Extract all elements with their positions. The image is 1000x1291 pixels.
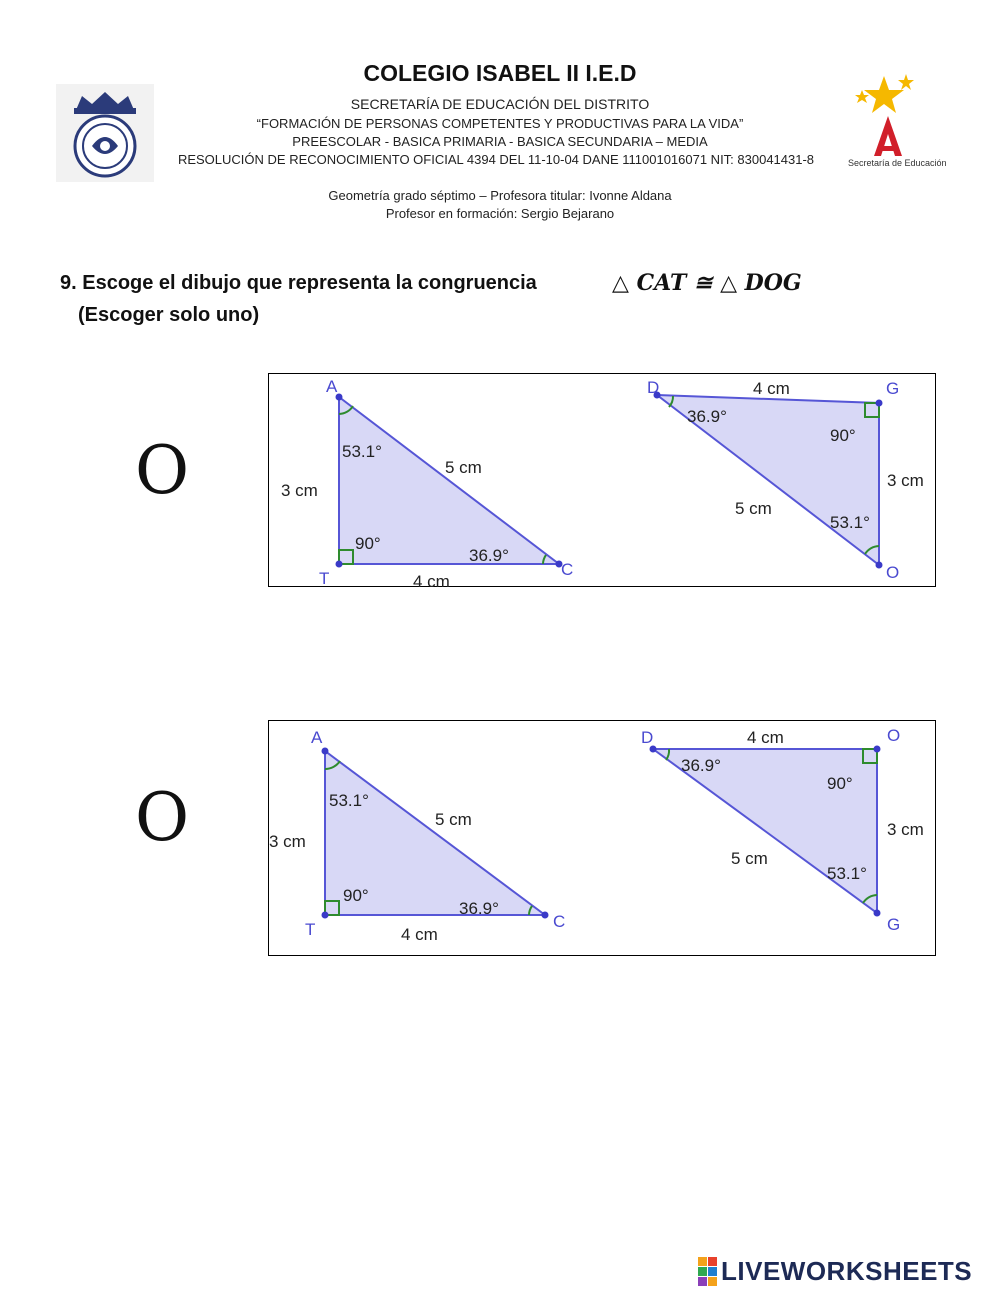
side-ta: 3 cm: [269, 832, 306, 851]
school-name: COLEGIO ISABEL II I.E.D: [363, 60, 637, 86]
side-ac: 5 cm: [435, 810, 472, 829]
angle-a-label: 53.1°: [342, 442, 382, 461]
header-course: Geometría grado séptimo – Profesora titular: Ivonne Aldana: [328, 188, 672, 203]
header-levels: PREESCOLAR - BASICA PRIMARIA - BASICA SECUNDARIA – MEDIA: [292, 134, 708, 149]
side-do: 4 cm: [747, 728, 784, 747]
angle-t-label: 90°: [343, 886, 369, 905]
liveworksheets-mark-icon: [698, 1257, 717, 1286]
secretaria-logo: [840, 70, 947, 174]
header-resolution: RESOLUCIÓN DE RECONOCIMIENTO OFICIAL 4394 DEL 11-10-04 DANE 111001016071 NIT: 830041431-8: [177, 152, 815, 167]
side-tc: 4 cm: [401, 925, 438, 944]
vertex-d: D: [647, 378, 660, 397]
vertex-point-t: [322, 912, 329, 919]
vertex-g: G: [887, 915, 901, 934]
option-1-figure: [268, 373, 936, 587]
question-instruction: (Escoger solo uno): [78, 304, 260, 326]
vertex-c: C: [561, 560, 574, 579]
vertex-point-o: [874, 746, 881, 753]
header-secretaria: SECRETARÍA DE EDUCACIÓN DEL DISTRITO: [350, 96, 650, 112]
option-2-radio[interactable]: O: [134, 779, 190, 856]
vertex-g: G: [886, 379, 900, 398]
secretaria-logo-caption: Secretaría de Educación: [848, 158, 947, 168]
liveworksheets-logo: [698, 1256, 972, 1286]
vertex-o: O: [887, 726, 901, 745]
vertex-t: T: [319, 569, 330, 588]
side-go: 3 cm: [887, 471, 924, 490]
vertex-point-g: [874, 910, 881, 917]
liveworksheets-brand: LIVEWORKSHEETS: [721, 1255, 973, 1286]
option-2-figure: [268, 720, 936, 956]
vertex-d: D: [641, 728, 654, 747]
vertex-point-c: [542, 912, 549, 919]
angle-a-label: 53.1°: [329, 791, 369, 810]
vertex-c: C: [553, 912, 566, 931]
side-og: 3 cm: [887, 820, 924, 839]
side-ta: 3 cm: [281, 481, 318, 500]
angle-o-label: 90°: [827, 774, 853, 793]
angle-c-label: 36.9°: [469, 546, 509, 565]
side-do: 5 cm: [735, 499, 772, 518]
header-teacher: Profesor en formación: Sergio Bejarano: [385, 206, 615, 221]
vertex-t: T: [305, 920, 316, 939]
angle-c-label: 36.9°: [459, 899, 499, 918]
vertex-point-t: [336, 561, 343, 568]
side-ac: 5 cm: [445, 458, 482, 477]
angle-o-label: 53.1°: [830, 513, 870, 532]
question-congruence: △ CAT ≅ △ DOG: [612, 270, 802, 296]
angle-d-label: 36.9°: [681, 756, 721, 775]
side-tc: 4 cm: [413, 572, 450, 588]
question-title: 9. Escoge el dibujo que representa la congruencia: [60, 272, 537, 294]
vertex-a: A: [326, 377, 338, 396]
vertex-a: A: [311, 728, 323, 747]
vertex-point-g: [876, 400, 883, 407]
angle-g-label: 90°: [830, 426, 856, 445]
side-dg: 5 cm: [731, 849, 768, 868]
side-dg: 4 cm: [753, 379, 790, 398]
vertex-point-a: [322, 748, 329, 755]
angle-g-label: 53.1°: [827, 864, 867, 883]
vertex-point-o: [876, 562, 883, 569]
angle-t-label: 90°: [355, 534, 381, 553]
option-1-radio[interactable]: O: [134, 432, 190, 509]
vertex-o: O: [886, 563, 900, 582]
angle-d-label: 36.9°: [687, 407, 727, 426]
header-motto: “FORMACIÓN DE PERSONAS COMPETENTES Y PRODUCTIVAS PARA LA VIDA”: [256, 116, 744, 131]
